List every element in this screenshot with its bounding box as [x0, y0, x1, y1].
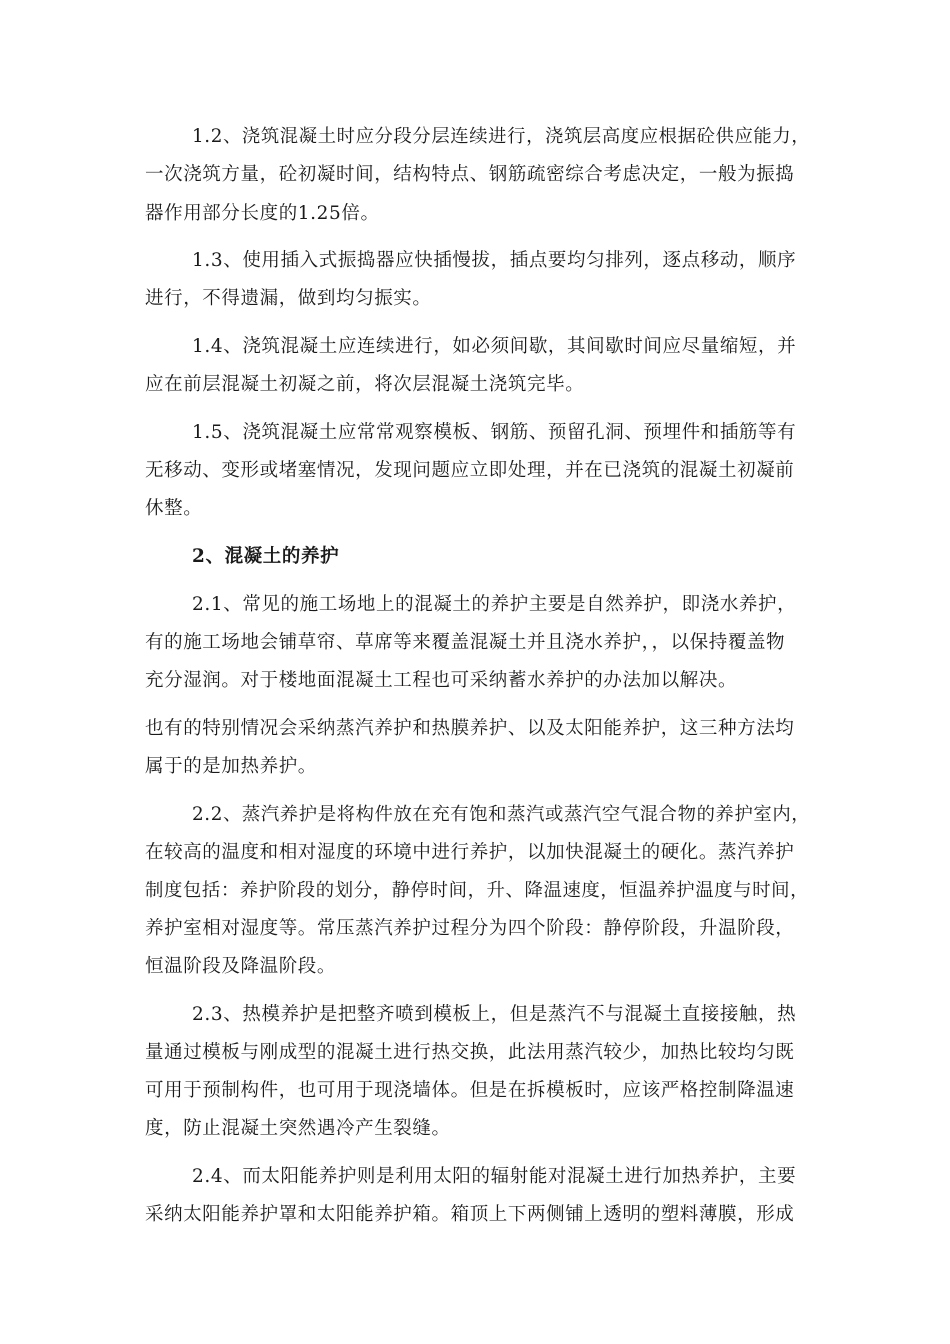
para-2-2-line-1: 2.2、蒸汽养护是将构件放在充有饱和蒸汽或蒸汽空气混合物的养护室内，	[192, 804, 811, 825]
para-2-4-line-2: 采纳太阳能养护罩和太阳能养护箱。箱顶上下两侧铺上透明的塑料薄膜，形成	[145, 1204, 795, 1225]
para-2-4-line-1: 2.4、而太阳能养护则是利用太阳的辐射能对混凝土进行加热养护，主要	[192, 1166, 797, 1187]
para-2-2-line-2: 在较高的温度和相对湿度的环境中进行养护，以加快混凝土的硬化。蒸汽养护	[145, 842, 795, 863]
para-2-3-line-2: 量通过模板与刚成型的混凝土进行热交换，此法用蒸汽较少，加热比较均匀既	[145, 1042, 795, 1063]
para-1-4-line-1: 1.4、浇筑混凝土应连续进行，如必须间歇，其间歇时间应尽量缩短，并	[192, 336, 797, 357]
para-1-3-line-1: 1.3、使用插入式振捣器应快插慢拔，插点要均匀排列，逐点移动，顺序	[192, 250, 797, 271]
para-1-2-line-1: 1.2、浇筑混凝土时应分段分层连续进行，浇筑层高度应根据砼供应能力，	[192, 126, 811, 147]
para-extra-line-2: 属于的是加热养护。	[145, 756, 317, 777]
para-1-5-line-1: 1.5、浇筑混凝土应常常观察模板、钢筋、预留孔洞、预埋件和插筋等有	[192, 422, 797, 443]
para-1-3-line-2: 进行，不得遗漏，做到均匀振实。	[145, 288, 432, 309]
para-2-3-line-1: 2.3、热模养护是把整齐喷到模板上，但是蒸汽不与混凝土直接接触，热	[192, 1004, 797, 1025]
para-2-1-line-1: 2.1、常见的施工场地上的混凝土的养护主要是自然养护，即浇水养护，	[192, 594, 797, 615]
para-2-3-line-3: 可用于预制构件，也可用于现浇墙体。但是在拆模板时，应该严格控制降温速	[145, 1080, 795, 1101]
para-2-2-line-5: 恒温阶段及降温阶段。	[145, 956, 337, 977]
para-1-2-line-2: 一次浇筑方量，砼初凝时间，结构特点、钢筋疏密综合考虑决定，一般为振捣	[145, 164, 795, 185]
section-heading: 2、混凝土的养护	[192, 546, 340, 567]
para-2-2-line-4: 养护室相对湿度等。常压蒸汽养护过程分为四个阶段：静停阶段，升温阶段，	[145, 918, 795, 939]
para-2-2-line-3: 制度包括：养护阶段的划分，静停时间，升、降温速度，恒温养护温度与时间，	[145, 880, 810, 901]
para-2-1-line-3: 充分湿润。对于楼地面混凝土工程也可采纳蓄水养护的办法加以解决。	[145, 670, 738, 691]
para-2-1-line-2: 有的施工场地会铺草帘、草席等来覆盖混凝土并且浇水养护，，以保持覆盖物	[145, 632, 786, 653]
para-1-5-line-2: 无移动、变形或堵塞情况，发现问题应立即处理，并在已浇筑的混凝土初凝前	[145, 460, 795, 481]
para-2-3-line-4: 度，防止混凝土突然遇冷产生裂缝。	[145, 1118, 451, 1139]
para-1-2-line-3: 器作用部分长度的1.25倍。	[145, 203, 380, 224]
para-extra-line-1: 也有的特别情况会采纳蒸汽养护和热膜养护、以及太阳能养护，这三种方法均	[145, 718, 795, 739]
para-1-5-line-3: 休整。	[145, 498, 203, 519]
para-1-4-line-2: 应在前层混凝土初凝之前，将次层混凝土浇筑完毕。	[145, 374, 585, 395]
